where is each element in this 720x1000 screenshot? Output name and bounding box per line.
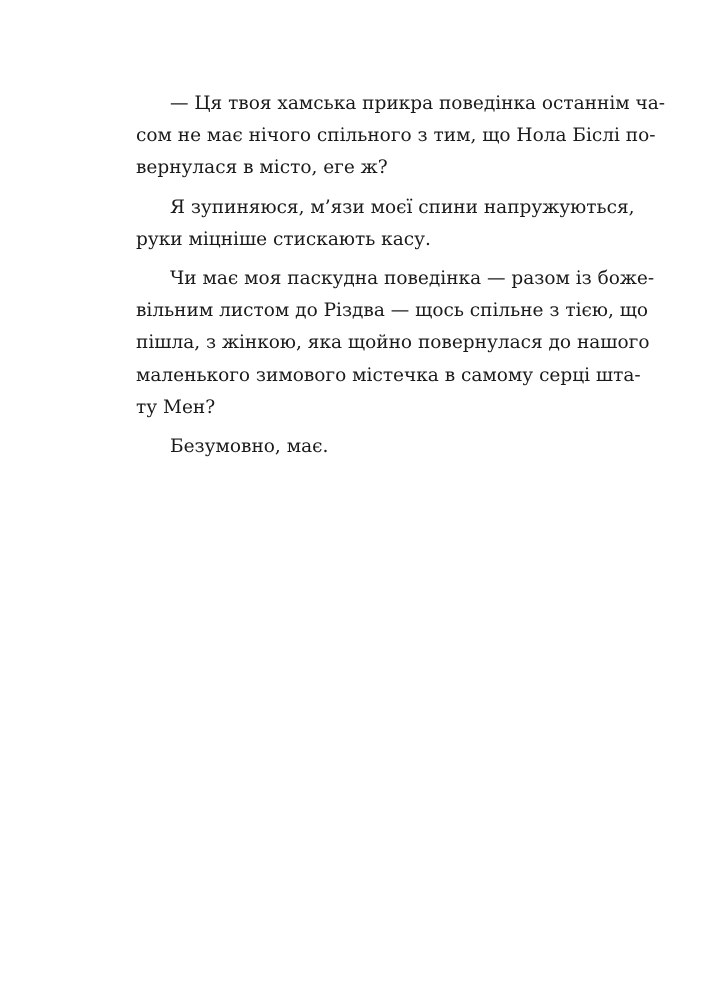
text-line: руки міцніше стискають касу. bbox=[136, 228, 431, 250]
text-line: сом не має нічого спільного з тим, що Нола Біслі по- bbox=[136, 125, 656, 147]
paragraph-2 bbox=[136, 192, 635, 256]
paragraph-1 bbox=[136, 88, 666, 185]
text-line: маленького зимового містечка в самому серці шта- bbox=[136, 364, 641, 386]
text-line: вільним листом до Різдва — щось спільне з тією, що bbox=[136, 300, 649, 322]
body-text bbox=[136, 88, 666, 463]
text-line: — Ця твоя хамська прикра поведінка останнім ча- bbox=[170, 93, 666, 114]
paragraph-4 bbox=[136, 431, 584, 463]
text-line: Безумовно, має. bbox=[170, 436, 329, 458]
text-line: вернулася в місто, еге ж? bbox=[136, 157, 388, 179]
text-line: Чи має моя паскудна поведінка — разом із боже- bbox=[170, 268, 655, 290]
text-line: пішла, з жінкою, яка щойно повернулася до нашого bbox=[136, 332, 650, 354]
text-line: ту Мен? bbox=[136, 396, 216, 418]
text-line: Я зупиняюся, м’язи моєї спини напружуються, bbox=[170, 196, 635, 218]
paragraph-3 bbox=[136, 263, 655, 424]
